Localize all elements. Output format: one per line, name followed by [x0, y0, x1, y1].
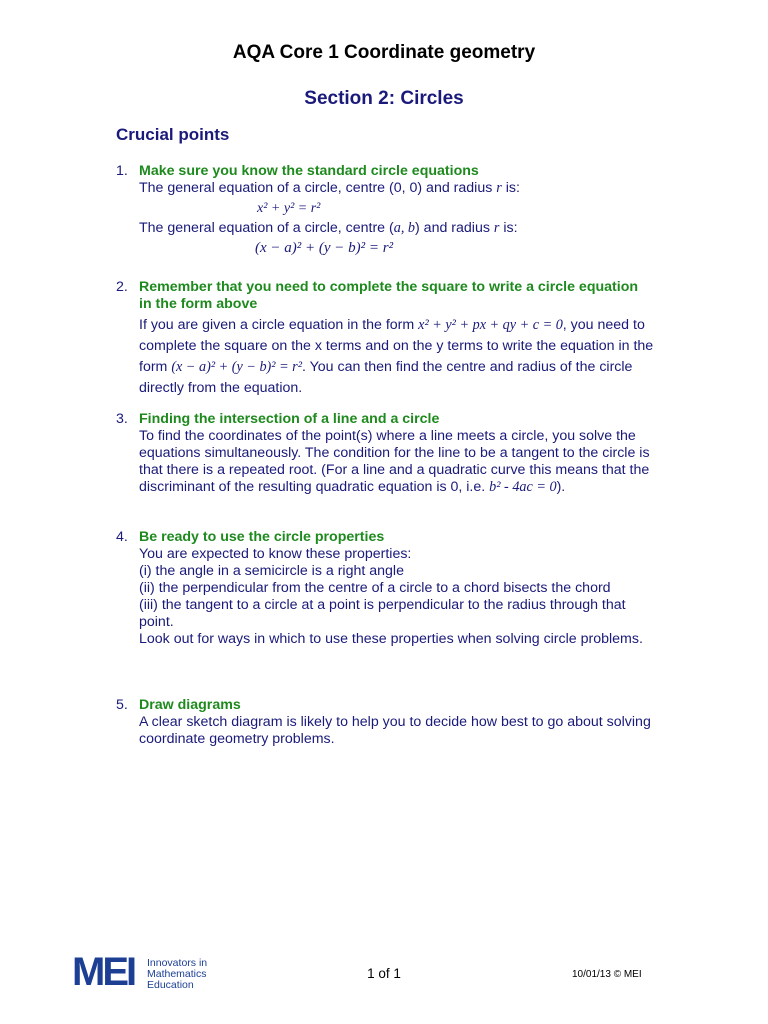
subheading: Crucial points	[116, 125, 230, 144]
item-line: (iii) the tangent to a circle at a point is perpendicular to the radius through that point.	[139, 597, 626, 630]
item-text: The general equation of a circle, centre (0, 0) and radius r is:	[139, 180, 520, 196]
item-heading: Remember that you need to complete the square to write a circle equation in the form above	[139, 279, 639, 312]
item-heading: Draw diagrams	[139, 697, 241, 713]
item-number: 3.	[116, 411, 128, 427]
equation-circle-general: (x − a)² + (y − b)² = r²	[255, 240, 394, 256]
logo-tagline: Innovators in Mathematics Education	[147, 957, 208, 991]
item-text: If you are given a circle equation in the form x² + y² + px + qy + c = 0, you need to complete the square on the x terms and on the y terms to write the equation in the form (x − a)² + (y − b)² = r². You can then find the centre and radius of the circle directly from the equation.	[139, 317, 654, 396]
item-number: 2.	[116, 279, 128, 295]
mei-logo: MEI	[72, 950, 135, 994]
section-title: Section 2: Circles	[304, 88, 464, 109]
item-text: The general equation of a circle, centre (a, b) and radius r is:	[139, 220, 518, 236]
item-number: 5.	[116, 697, 128, 713]
item-line: You are expected to know these properties:	[139, 546, 412, 562]
item-text: To find the coordinates of the point(s) where a line meets a circle, you solve the equations simultaneously. The condition for the line to be a tangent to the circle is that there is a repeated root. (For a line and a quadratic curve this means that the discriminant of the resulting quadratic equation is 0, i.e. b² - 4ac = 0).	[139, 428, 650, 495]
item-line: (ii) the perpendicular from the centre of a circle to a chord bisects the chord	[139, 580, 611, 596]
page-number: 1 of 1	[367, 966, 401, 981]
date-copyright: 10/01/13 © MEI	[572, 969, 642, 980]
item-number: 1.	[116, 163, 128, 179]
item-heading: Make sure you know the standard circle equations	[139, 163, 479, 179]
item-number: 4.	[116, 529, 128, 545]
equation-circle-origin: x² + y² = r²	[257, 201, 321, 216]
item-text: A clear sketch diagram is likely to help you to decide how best to go about solving coordinate geometry problems.	[139, 714, 651, 747]
item-heading: Be ready to use the circle properties	[139, 529, 385, 545]
item-line: Look out for ways in which to use these properties when solving circle problems.	[139, 631, 643, 647]
item-line: (i) the angle in a semicircle is a right angle	[139, 563, 404, 579]
item-heading: Finding the intersection of a line and a circle	[139, 411, 440, 427]
document-title: AQA Core 1 Coordinate geometry	[232, 42, 536, 63]
